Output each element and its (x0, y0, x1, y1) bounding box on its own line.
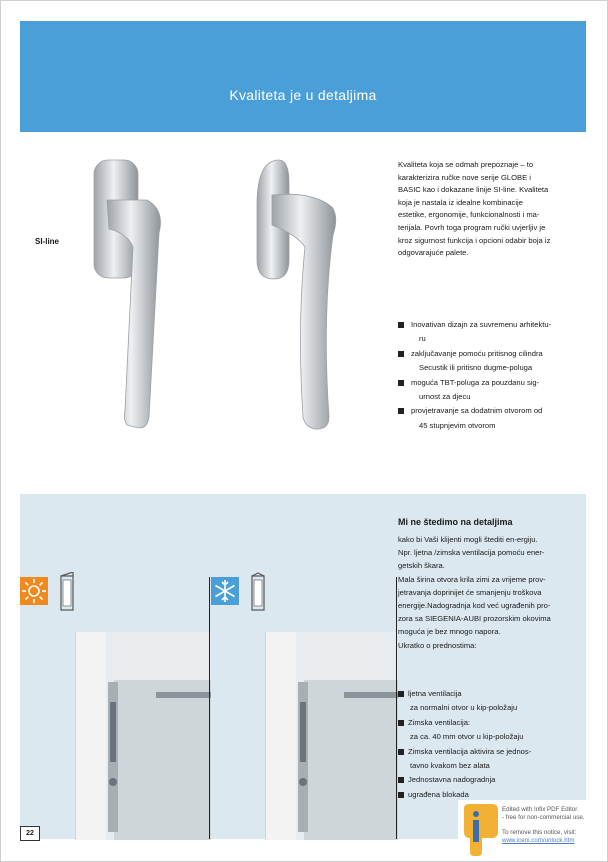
list-item (398, 404, 588, 433)
details-heading: Mi ne štedimo na detaljima (398, 517, 513, 527)
details-line: getskih škara. (398, 561, 445, 571)
watermark-text: Edited with Infix PDF Editor (502, 806, 578, 813)
bullet-icon (398, 777, 404, 783)
bullet-icon (398, 749, 404, 755)
window-hardware-summer (76, 632, 211, 840)
window-hardware-winter (266, 632, 398, 840)
bullet-icon (398, 408, 404, 414)
list-item (398, 745, 588, 774)
advantages-list (398, 687, 588, 802)
list-item-text: Secustik ili pritisno dugme-poluga (419, 363, 533, 373)
list-item-text: Zimska ventilacija aktivira se jednos- (408, 746, 532, 756)
list-item-text: provjetravanje sa dodatnim otvorom od (411, 406, 543, 416)
intro-line: Kvaliteta koja se odmah prepoznaje – to (398, 160, 534, 169)
details-line: kako bi Vaši klijenti mogli štediti en-ergiju. (398, 535, 538, 544)
list-item (398, 773, 588, 787)
details-line: Mala širina otvora krila zimi za vrijeme prov- (398, 574, 546, 584)
page-number: 22 (20, 826, 40, 841)
list-item-text: zaključavanje pomoću pritisnog cilindra (411, 348, 543, 358)
list-item-text: za ca. 40 mm otvor u kip-položaju (410, 732, 524, 742)
bullet-icon (398, 351, 404, 357)
sun-icon (20, 577, 48, 605)
tilt-window-icon (57, 572, 79, 612)
header-banner (20, 21, 586, 132)
divider (209, 577, 210, 839)
list-item-text: Jednostavna nadogradnja (408, 775, 496, 785)
bullet-icon (398, 691, 404, 697)
intro-line: kroz sigurnost funkcija i opcioni odabir boja iz (398, 235, 551, 245)
list-item (398, 318, 588, 347)
details-line: jetravanja doprinijet će smanjenju troškova (398, 587, 542, 597)
bullet-icon (398, 322, 404, 328)
list-item-text: Zimska ventilacija: (408, 717, 471, 727)
features-list (398, 318, 588, 433)
globe-handle (257, 160, 336, 429)
list-item-text: moguća TBT-poluga za pouzdanu sig- (411, 377, 540, 387)
list-item-text: ru (419, 334, 426, 344)
watermark-text: - free for non-commercial use. (502, 814, 585, 821)
intro-line: odgovarajuće palete. (398, 248, 469, 258)
divider (396, 577, 397, 839)
window-frame-photo-winter (265, 632, 398, 840)
list-item (398, 347, 588, 376)
list-item-text: tavno kvakom bez alata (410, 761, 490, 771)
list-item (398, 376, 588, 405)
list-item-text: ugrađena blokada (408, 789, 469, 799)
bullet-icon (398, 380, 404, 386)
intro-line: koja je nastala iz idealne kombinacije (398, 197, 523, 207)
intro-line: terijala. Povrh toga program ručki uvjerljiv je (398, 222, 546, 232)
watermark-link[interactable]: www.iceni.com/unlock.htm (502, 837, 575, 844)
window-frame-photo-summer (75, 632, 211, 840)
details-line: energije.Nadogradnja kod već ugrađenih pro- (398, 601, 551, 611)
details-line: moguća je bez mnogo napora. (398, 627, 501, 637)
infix-logo-icon (460, 802, 500, 858)
globe-label: GLOBE (210, 237, 239, 246)
siline-label: SI-line (35, 237, 60, 246)
editor-watermark (458, 800, 606, 860)
handles-photo (67, 155, 367, 438)
list-item-text: 45 stupnjevim otvorom (419, 420, 496, 430)
list-item (398, 716, 588, 745)
list-item-text: ljetna ventilacija (408, 689, 462, 698)
intro-line: karakterizira ručke nove serije GLOBE i (398, 172, 531, 182)
page-title: Kvaliteta je u detaljima (229, 87, 377, 103)
details-line: Npr. ljetna /zimska ventilacija pomoću ener- (398, 548, 545, 558)
intro-paragraph (398, 159, 580, 260)
list-item-text: za normalni otvor u kip-položaju (410, 703, 518, 713)
snowflake-icon (211, 577, 239, 605)
list-item-text: urnost za djecu (419, 392, 471, 402)
bullet-icon (398, 720, 404, 726)
bullet-icon (398, 792, 404, 798)
watermark-text: To remove this notice, visit: (502, 829, 577, 836)
intro-line: estetike, ergonomije, funkcionalnosti i ma- (398, 210, 540, 220)
list-item (398, 687, 588, 716)
details-line: Ukratko o prednostima: (398, 640, 477, 650)
details-line: zora sa SIEGENIA-AUBI prozorskim okovima (398, 614, 551, 624)
details-paragraph (398, 533, 584, 652)
siline-handle (94, 160, 161, 428)
tilt-window-icon (248, 572, 270, 612)
list-item-text: Inovativan dizajn za suvremenu arhitektu- (411, 320, 552, 329)
intro-line: BASIC kao i dokazane linije SI-line. Kvaliteta (398, 185, 549, 195)
